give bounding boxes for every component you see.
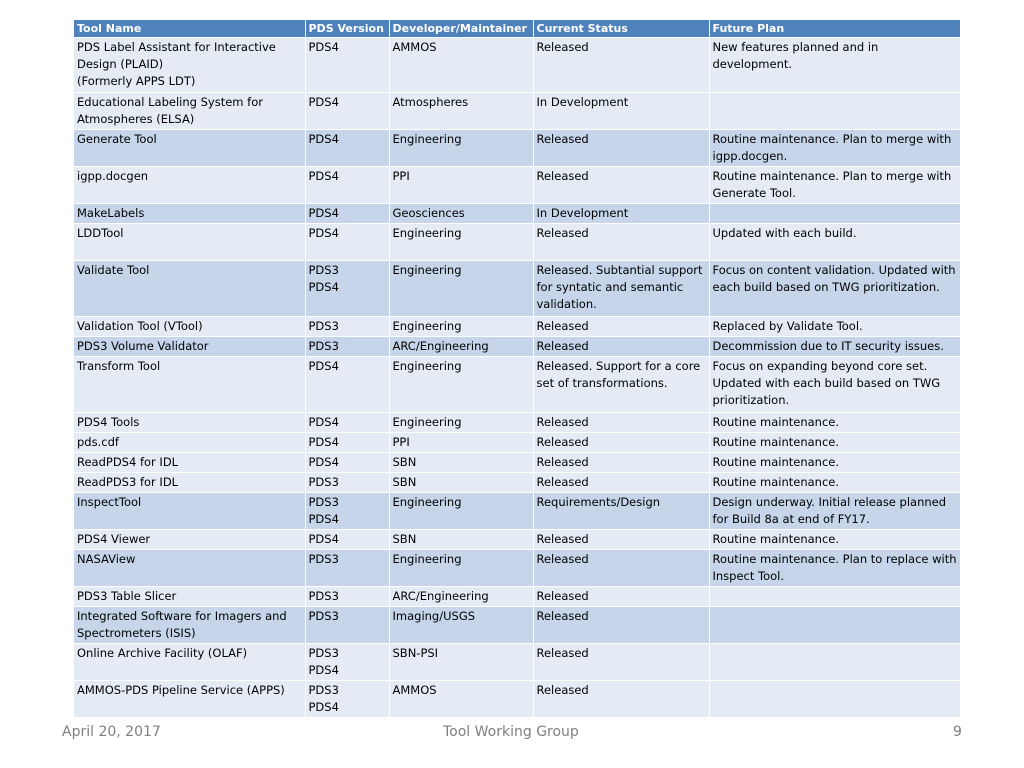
table-cell <box>533 493 709 530</box>
cell-tool-name: AMMOS-PDS Pipeline Service (APPS) <box>77 683 285 697</box>
table-cell <box>305 493 389 530</box>
table-cell <box>709 337 960 357</box>
table-row <box>74 530 960 550</box>
table-cell <box>709 530 960 550</box>
cell-developer: Engineering <box>392 552 462 566</box>
table-cell <box>533 357 709 413</box>
table-cell <box>709 357 960 413</box>
tools-table <box>74 20 961 718</box>
table-cell <box>709 453 960 473</box>
table-cell <box>74 493 305 530</box>
table-cell <box>389 337 533 357</box>
table-row <box>74 317 960 337</box>
cell-current-status: Released <box>536 415 589 429</box>
table-cell <box>389 317 533 337</box>
table-cell <box>74 167 305 204</box>
table-row <box>74 167 960 204</box>
table-cell <box>74 473 305 493</box>
header-future-plan: Future Plan <box>709 20 960 38</box>
table-cell <box>709 607 960 644</box>
cell-pds-version: PDS3 PDS4 <box>308 683 339 714</box>
cell-pds-version: PDS4 <box>308 455 339 469</box>
table-cell <box>305 38 389 93</box>
cell-tool-name: Online Archive Facility (OLAF) <box>77 646 248 660</box>
cell-developer: Atmospheres <box>392 95 469 109</box>
table-row <box>74 204 960 224</box>
table-cell <box>389 473 533 493</box>
header-current-status: Current Status <box>533 20 709 38</box>
table-cell <box>389 261 533 317</box>
cell-current-status: Released <box>536 532 589 546</box>
table-cell <box>305 607 389 644</box>
table-cell <box>533 167 709 204</box>
table-cell <box>533 413 709 433</box>
table-cell <box>74 357 305 413</box>
cell-current-status: Released <box>536 169 589 183</box>
cell-future-plan: New features planned and in development. <box>712 40 879 71</box>
cell-tool-name: Integrated Software for Imagers and Spectrometers (ISIS) <box>77 609 287 640</box>
cell-current-status: Released. Support for a core set of transformations. <box>536 359 701 390</box>
cell-pds-version: PDS4 <box>308 226 339 240</box>
table-cell <box>305 130 389 167</box>
table-cell <box>709 261 960 317</box>
page-number: 9 <box>953 724 962 740</box>
cell-tool-name: PDS4 Tools <box>77 415 140 429</box>
cell-pds-version: PDS3 <box>308 552 339 566</box>
cell-tool-name: Transform Tool <box>77 359 161 373</box>
table-cell <box>389 357 533 413</box>
cell-developer: PPI <box>392 435 410 449</box>
cell-tool-name: igpp.docgen <box>77 169 149 183</box>
cell-current-status: Released <box>536 646 589 660</box>
table-row <box>74 453 960 473</box>
cell-future-plan: Routine maintenance. <box>712 475 840 489</box>
table-row <box>74 550 960 587</box>
cell-future-plan: Design underway. Initial release planned for Build 8a at end of FY17. <box>712 495 947 526</box>
table-cell <box>74 38 305 93</box>
table-cell <box>74 413 305 433</box>
cell-developer: Engineering <box>392 132 462 146</box>
cell-pds-version: PDS3 <box>308 609 339 623</box>
footer-title: Tool Working Group <box>443 724 579 740</box>
cell-pds-version: PDS3 PDS4 <box>308 263 339 294</box>
table-cell <box>74 317 305 337</box>
table-cell <box>305 93 389 130</box>
table-cell <box>74 587 305 607</box>
cell-current-status: Released <box>536 339 589 353</box>
footer-date: April 20, 2017 <box>62 724 161 740</box>
table-cell <box>74 530 305 550</box>
header-developer: Developer/Maintainer <box>389 20 533 38</box>
cell-current-status: Released <box>536 552 589 566</box>
cell-tool-name: pds.cdf <box>77 435 119 449</box>
cell-pds-version: PDS3 <box>308 589 339 603</box>
table-cell <box>305 681 389 718</box>
cell-pds-version: PDS3 PDS4 <box>308 495 339 526</box>
cell-tool-name: MakeLabels <box>77 206 145 220</box>
cell-tool-name: Educational Labeling System for Atmospheres (ELSA) <box>77 95 263 126</box>
table-cell <box>305 337 389 357</box>
cell-developer: Geosciences <box>392 206 465 220</box>
table-row <box>74 337 960 357</box>
table-row <box>74 413 960 433</box>
table-cell <box>74 681 305 718</box>
table-cell <box>389 433 533 453</box>
table-cell <box>533 550 709 587</box>
table-cell <box>305 261 389 317</box>
cell-pds-version: PDS4 <box>308 359 339 373</box>
cell-pds-version: PDS3 <box>308 475 339 489</box>
table-cell <box>533 433 709 453</box>
table-row <box>74 587 960 607</box>
table-cell <box>533 204 709 224</box>
table-cell <box>533 681 709 718</box>
table-row <box>74 607 960 644</box>
cell-pds-version: PDS3 <box>308 339 339 353</box>
table-cell <box>305 317 389 337</box>
cell-developer: Engineering <box>392 415 462 429</box>
table-cell <box>709 93 960 130</box>
table-cell <box>305 357 389 413</box>
cell-tool-name: InspectTool <box>77 495 142 509</box>
cell-current-status: Released <box>536 319 589 333</box>
cell-developer: ARC/Engineering <box>392 589 489 603</box>
table-cell <box>389 130 533 167</box>
cell-pds-version: PDS4 <box>308 169 339 183</box>
cell-current-status: Released <box>536 226 589 240</box>
cell-developer: Engineering <box>392 226 462 240</box>
cell-future-plan: Routine maintenance. <box>712 415 840 429</box>
table-cell <box>389 167 533 204</box>
cell-future-plan: Routine maintenance. Plan to merge with Generate Tool. <box>712 169 952 200</box>
cell-developer: Engineering <box>392 495 462 509</box>
cell-pds-version: PDS3 <box>308 319 339 333</box>
cell-pds-version: PDS4 <box>308 40 339 54</box>
table-cell <box>389 587 533 607</box>
table-body <box>74 38 960 718</box>
table-row <box>74 261 960 317</box>
table-cell <box>533 130 709 167</box>
cell-current-status: Released <box>536 455 589 469</box>
table-cell <box>74 93 305 130</box>
cell-future-plan: Routine maintenance. <box>712 435 840 449</box>
cell-current-status: Released <box>536 609 589 623</box>
header-pds-version: PDS Version <box>305 20 389 38</box>
table-row <box>74 38 960 93</box>
cell-future-plan: Replaced by Validate Tool. <box>712 319 863 333</box>
cell-tool-name: PDS Label Assistant for Interactive Design (PLAID) (Formerly APPS LDT) <box>77 40 276 88</box>
table-row <box>74 473 960 493</box>
table-cell <box>709 38 960 93</box>
cell-future-plan: Focus on expanding beyond core set. Updated with each build based on TWG prioritization. <box>712 359 941 407</box>
cell-future-plan: Decommission due to IT security issues. <box>712 339 944 353</box>
cell-current-status: In Development <box>536 206 629 220</box>
table-cell <box>305 453 389 473</box>
cell-current-status: Requirements/Design <box>536 495 661 509</box>
cell-future-plan: Routine maintenance. Plan to merge with igpp.docgen. <box>712 132 952 163</box>
table-row <box>74 130 960 167</box>
table-cell <box>305 204 389 224</box>
table-cell <box>709 204 960 224</box>
table-row <box>74 93 960 130</box>
cell-tool-name: Validation Tool (VTool) <box>77 319 203 333</box>
table-cell <box>709 167 960 204</box>
cell-tool-name: PDS3 Table Slicer <box>77 589 177 603</box>
table-cell <box>533 644 709 681</box>
cell-current-status: Released <box>536 683 589 697</box>
table-cell <box>709 130 960 167</box>
table-cell <box>74 337 305 357</box>
table-cell <box>709 493 960 530</box>
table-cell <box>305 587 389 607</box>
table-cell <box>305 224 389 261</box>
cell-pds-version: PDS4 <box>308 95 339 109</box>
cell-developer: AMMOS <box>392 40 437 54</box>
table-cell <box>533 607 709 644</box>
cell-tool-name: Validate Tool <box>77 263 150 277</box>
table-cell <box>533 261 709 317</box>
table-cell <box>389 38 533 93</box>
cell-pds-version: PDS3 PDS4 <box>308 646 339 677</box>
table-cell <box>305 530 389 550</box>
table-cell <box>74 433 305 453</box>
table-cell <box>389 224 533 261</box>
table-cell <box>389 550 533 587</box>
cell-developer: Engineering <box>392 359 462 373</box>
table-cell <box>389 644 533 681</box>
cell-tool-name: ReadPDS4 for IDL <box>77 455 179 469</box>
table-cell <box>533 587 709 607</box>
table-cell <box>305 644 389 681</box>
table-cell <box>74 130 305 167</box>
table-cell <box>74 607 305 644</box>
cell-current-status: Released <box>536 40 589 54</box>
cell-pds-version: PDS4 <box>308 132 339 146</box>
table-cell <box>389 530 533 550</box>
table-row <box>74 644 960 681</box>
table-cell <box>74 644 305 681</box>
cell-developer: ARC/Engineering <box>392 339 489 353</box>
cell-current-status: In Development <box>536 95 629 109</box>
cell-future-plan: Routine maintenance. <box>712 455 840 469</box>
table-cell <box>709 224 960 261</box>
cell-tool-name: LDDTool <box>77 226 124 240</box>
table-cell <box>389 493 533 530</box>
cell-developer: Engineering <box>392 319 462 333</box>
table-row <box>74 224 960 261</box>
table-cell <box>533 317 709 337</box>
table-cell <box>74 550 305 587</box>
table-cell <box>709 433 960 453</box>
table-cell <box>709 550 960 587</box>
cell-future-plan: Routine maintenance. Plan to replace with Inspect Tool. <box>712 552 957 583</box>
table-cell <box>389 204 533 224</box>
table-cell <box>305 550 389 587</box>
cell-developer: SBN <box>392 455 417 469</box>
cell-developer: SBN-PSI <box>392 646 439 660</box>
cell-tool-name: NASAView <box>77 552 136 566</box>
cell-current-status: Released <box>536 589 589 603</box>
cell-pds-version: PDS4 <box>308 435 339 449</box>
table-cell <box>533 453 709 473</box>
cell-tool-name: ReadPDS3 for IDL <box>77 475 179 489</box>
table-cell <box>533 93 709 130</box>
table-cell <box>389 413 533 433</box>
table-cell <box>533 473 709 493</box>
table-cell <box>709 413 960 433</box>
table-cell <box>305 167 389 204</box>
cell-pds-version: PDS4 <box>308 415 339 429</box>
cell-current-status: Released <box>536 435 589 449</box>
table-cell <box>74 224 305 261</box>
cell-future-plan: Updated with each build. <box>712 226 857 240</box>
cell-developer: AMMOS <box>392 683 437 697</box>
cell-current-status: Released <box>536 132 589 146</box>
table-cell <box>74 453 305 473</box>
cell-developer: SBN <box>392 532 417 546</box>
table-cell <box>305 433 389 453</box>
table-cell <box>709 681 960 718</box>
cell-tool-name: PDS3 Volume Validator <box>77 339 209 353</box>
cell-pds-version: PDS4 <box>308 206 339 220</box>
table-cell <box>533 38 709 93</box>
table-cell <box>533 530 709 550</box>
table-header-row <box>74 20 960 38</box>
table-cell <box>533 224 709 261</box>
table-cell <box>74 261 305 317</box>
cell-developer: Imaging/USGS <box>392 609 476 623</box>
table-cell <box>74 204 305 224</box>
table-cell <box>709 587 960 607</box>
cell-tool-name: Generate Tool <box>77 132 157 146</box>
table-cell <box>305 473 389 493</box>
table-cell <box>533 337 709 357</box>
table-row <box>74 433 960 453</box>
table-cell <box>709 644 960 681</box>
table-cell <box>709 473 960 493</box>
cell-current-status: Released <box>536 475 589 489</box>
table-row <box>74 493 960 530</box>
table-cell <box>389 607 533 644</box>
header-tool-name: Tool Name <box>74 20 305 38</box>
table-cell <box>305 413 389 433</box>
cell-future-plan: Focus on content validation. Updated with each build based on TWG prioritization. <box>712 263 956 294</box>
cell-developer: SBN <box>392 475 417 489</box>
cell-developer: Engineering <box>392 263 462 277</box>
table-row <box>74 681 960 718</box>
cell-future-plan: Routine maintenance. <box>712 532 840 546</box>
table-cell <box>709 317 960 337</box>
cell-pds-version: PDS4 <box>308 532 339 546</box>
cell-current-status: Released. Subtantial support for syntatic and semantic validation. <box>536 263 703 311</box>
cell-tool-name: PDS4 Viewer <box>77 532 151 546</box>
table-row <box>74 357 960 413</box>
table-cell <box>389 681 533 718</box>
table-cell <box>389 453 533 473</box>
table-cell <box>389 93 533 130</box>
cell-developer: PPI <box>392 169 410 183</box>
